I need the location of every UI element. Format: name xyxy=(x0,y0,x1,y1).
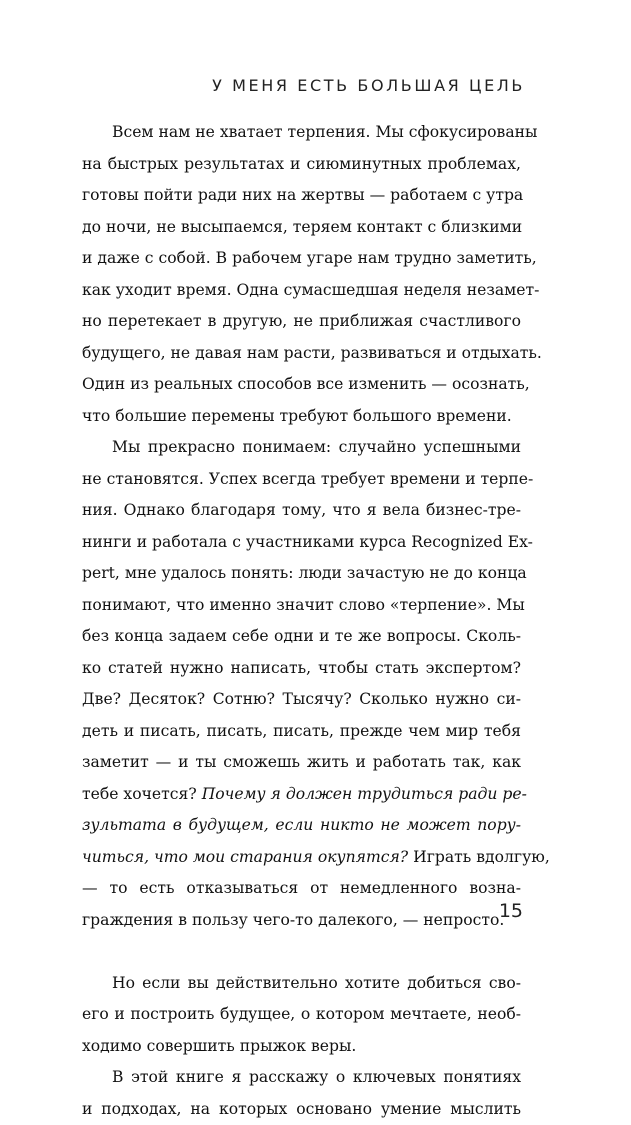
text-span: тебе хочется? xyxy=(82,785,197,803)
text-line: заметит — и ты сможешь жить и работать так, как xyxy=(82,747,521,779)
paragraph-gap xyxy=(82,936,521,968)
text-line: В этой книге я расскажу о ключевых понятиях xyxy=(82,1062,521,1094)
text-line: на быстрых результатах и сиюминутных проблемах, xyxy=(82,149,521,181)
text-span: — то есть отказываться от немедленного возна- xyxy=(82,879,521,897)
text-line: ко статей нужно написать, чтобы стать экспертом? xyxy=(82,653,521,685)
italic-span: Почему я должен трудиться ради ре- xyxy=(202,785,527,803)
text-line: pert, мне удалось понять: люди зачастую не до конца xyxy=(82,558,521,590)
text-line: Две? Десяток? Сотню? Тысячу? Сколько нужно си- xyxy=(82,684,521,716)
text-line xyxy=(82,779,521,811)
text-span: Играть вдолгую, xyxy=(413,848,550,866)
text-line: не становятся. Успех всегда требует времени и терпе- xyxy=(82,464,521,496)
text-line: граждения в пользу чего-то далекого, — непросто. xyxy=(82,905,521,937)
running-head: У МЕНЯ ЕСТЬ БОЛЬШАЯ ЦЕЛЬ xyxy=(212,76,525,95)
text-line: и подходах, на которых основано умение мыслить xyxy=(82,1094,521,1125)
text-line: но перетекает в другую, не приближая счастливого xyxy=(82,306,521,338)
text-line xyxy=(82,842,521,874)
text-line: понимают, что именно значит слово «терпение». Мы xyxy=(82,590,521,622)
body-text xyxy=(82,117,521,1125)
text-line: Мы прекрасно понимаем: случайно успешными xyxy=(82,432,521,464)
text-line: и даже с собой. В рабочем угаре нам трудно заметить, xyxy=(82,243,521,275)
italic-span: зультата в будущем, если никто не может пору- xyxy=(82,816,521,834)
page-number: 15 xyxy=(499,900,523,922)
text-line: деть и писать, писать, писать, прежде чем мир тебя xyxy=(82,716,521,748)
text-line: ходимо совершить прыжок веры. xyxy=(82,1031,521,1063)
text-line: его и построить будущее, о котором мечтаете, необ- xyxy=(82,999,521,1031)
text-line xyxy=(82,873,521,905)
text-line: ния. Однако благодаря тому, что я вела бизнес-тре- xyxy=(82,495,521,527)
text-line: до ночи, не высыпаемся, теряем контакт с близкими xyxy=(82,212,521,244)
text-line: Всем нам не хватает терпения. Мы сфокусированы xyxy=(82,117,521,149)
text-line: Один из реальных способов все изменить — осознать, xyxy=(82,369,521,401)
text-line: нинги и работала с участниками курса Recognized Ex- xyxy=(82,527,521,559)
text-line: Но если вы действительно хотите добиться сво- xyxy=(82,968,521,1000)
text-line: будущего, не давая нам расти, развиваться и отдыхать. xyxy=(82,338,521,370)
text-line: как уходит время. Одна сумасшедшая неделя незамет- xyxy=(82,275,521,307)
italic-span: читься, что мои старания окупятся? xyxy=(82,848,408,866)
text-line: готовы пойти ради них на жертвы — работаем с утра xyxy=(82,180,521,212)
text-line: что большие перемены требуют большого времени. xyxy=(82,401,521,433)
text-line: без конца задаем себе одни и те же вопросы. Сколь- xyxy=(82,621,521,653)
text-line xyxy=(82,810,521,842)
